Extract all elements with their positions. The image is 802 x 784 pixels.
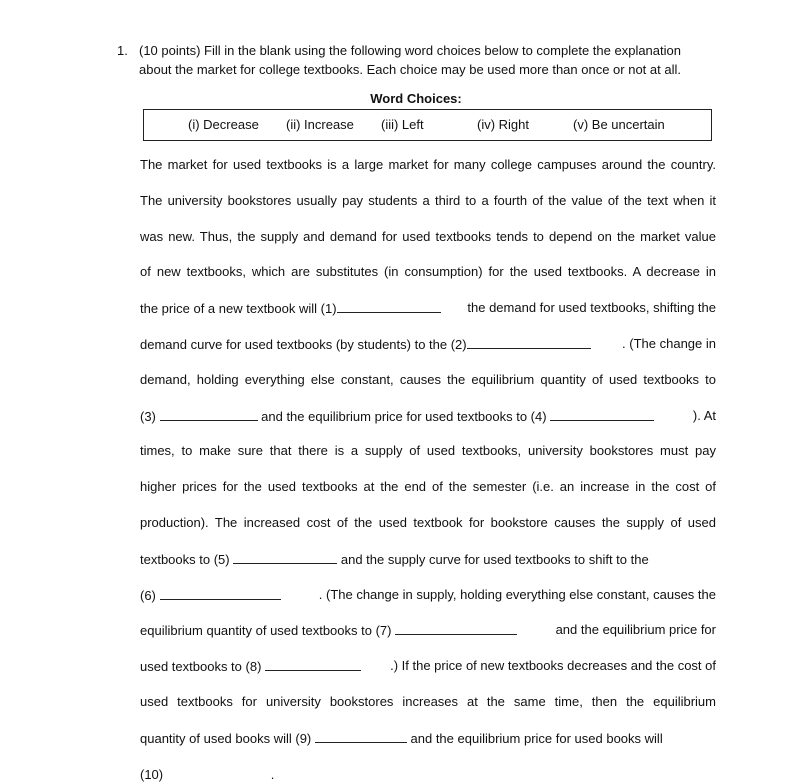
word-choices-title: Word Choices: xyxy=(370,91,462,106)
passage-text: .) If the price of new textbooks decreases and the cost of xyxy=(390,658,716,673)
blank-3[interactable] xyxy=(160,408,258,421)
passage-text: and the equilibrium price for xyxy=(555,622,716,637)
blank-1[interactable] xyxy=(337,300,441,313)
blank-8[interactable] xyxy=(265,658,361,671)
passage-text: textbooks to (5) xyxy=(140,552,230,567)
question-prompt-line-2: about the market for college textbooks. Each choice may be used more than once or not at all. xyxy=(139,62,681,77)
passage-line xyxy=(140,730,716,748)
passage-text: quantity of used books will (9) xyxy=(140,731,312,746)
word-choice-right: (iv) Right xyxy=(477,117,530,132)
passage-line: was new. Thus, the supply and demand for used textbooks tends to depend on the market value xyxy=(140,229,716,244)
passage-text: ). At xyxy=(692,408,716,423)
passage-text: (10) xyxy=(140,767,164,782)
question-prompt-line-1: (10 points) Fill in the blank using the following word choices below to complete the explanation xyxy=(139,43,681,58)
word-choice-be-uncertain: (v) Be uncertain xyxy=(573,117,665,132)
passage-line: used textbooks for university bookstores increases at the same time, then the equilibrium xyxy=(140,694,716,709)
passage-text: and the equilibrium price for used books will xyxy=(410,731,663,746)
passage-line: higher prices for the used textbooks at the end of the semester (i.e. an increase in the cost of xyxy=(140,479,716,494)
passage-line: times, to make sure that there is a supply of used textbooks, university bookstores must pay xyxy=(140,443,716,458)
passage-text: and the supply curve for used textbooks to shift to the xyxy=(340,552,649,567)
word-choice-decrease: (i) Decrease xyxy=(188,117,259,132)
word-choices-box xyxy=(143,109,712,141)
passage-text: . (The change in supply, holding everything else constant, causes the xyxy=(318,587,716,602)
passage-text: . (The change in xyxy=(622,336,716,351)
passage-text: equilibrium quantity of used textbooks to (7) xyxy=(140,623,392,638)
passage-text: the demand for used textbooks, shifting the xyxy=(467,300,716,315)
passage-line xyxy=(140,658,716,676)
passage-line xyxy=(140,551,716,569)
passage-line xyxy=(140,766,716,784)
passage-line xyxy=(140,587,716,605)
passage-line: demand, holding everything else constant, causes the equilibrium quantity of used textbooks to xyxy=(140,372,716,387)
passage-line xyxy=(140,300,716,318)
passage-line: production). The increased cost of the used textbook for bookstore causes the supply of used xyxy=(140,515,716,530)
word-choice-increase: (ii) Increase xyxy=(286,117,354,132)
passage-line xyxy=(140,622,716,640)
passage-text: the price of a new textbook will (1) xyxy=(140,301,337,316)
passage-line: The market for used textbooks is a large market for many college campuses around the country. xyxy=(140,157,716,172)
passage-text: used textbooks to (8) xyxy=(140,659,262,674)
passage-text: . xyxy=(270,767,275,782)
passage-text: (6) xyxy=(140,588,156,603)
question-number: 1. xyxy=(117,43,128,58)
passage-text: and the equilibrium price for used textbooks to (4) xyxy=(261,409,547,424)
passage-line: of new textbooks, which are substitutes (in consumption) for the used textbooks. A decrease in xyxy=(140,264,716,279)
blank-2[interactable] xyxy=(467,336,591,349)
blank-6[interactable] xyxy=(160,587,281,600)
blank-5[interactable] xyxy=(233,551,337,564)
passage-line xyxy=(140,336,716,354)
blank-9[interactable] xyxy=(315,730,407,743)
passage-line xyxy=(140,408,716,426)
passage-line: The university bookstores usually pay students a third to a fourth of the value of the text when it xyxy=(140,193,716,208)
blank-10[interactable] xyxy=(167,766,271,779)
passage-text: (3) xyxy=(140,409,156,424)
blank-7[interactable] xyxy=(395,622,517,635)
blank-4[interactable] xyxy=(550,408,654,421)
word-choice-left: (iii) Left xyxy=(381,117,424,132)
passage-text: demand curve for used textbooks (by students) to the (2) xyxy=(140,337,467,352)
